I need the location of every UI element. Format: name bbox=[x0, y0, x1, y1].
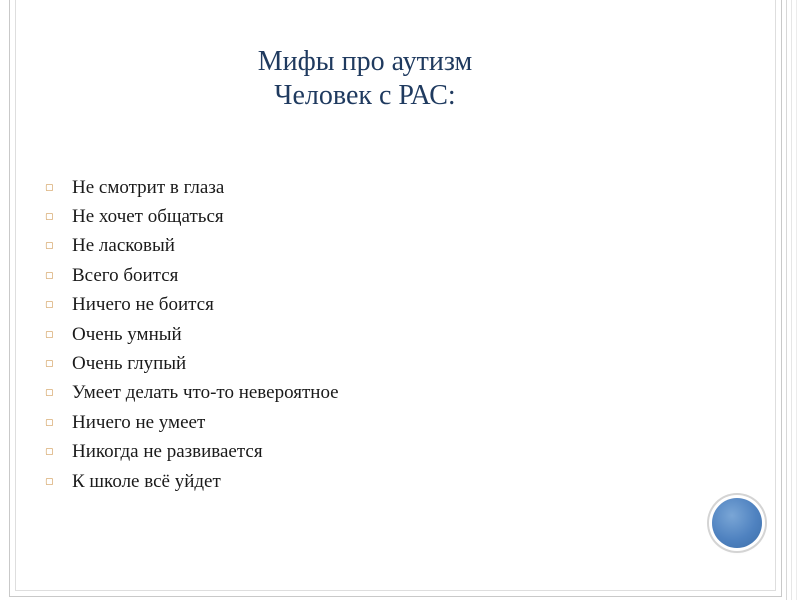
list-item-text: Ничего не умеет bbox=[72, 411, 206, 433]
list-item-text: Никогда не развивается bbox=[72, 441, 263, 463]
list-item-text: Очень глупый bbox=[72, 353, 187, 375]
list-item-text: Не хочет общаться bbox=[72, 206, 224, 228]
bullet-icon: ▢ bbox=[45, 270, 54, 281]
bullet-icon: ▢ bbox=[45, 212, 54, 223]
list-item-text: К школе всё уйдет bbox=[72, 470, 221, 492]
list-item-text: Не ласковый bbox=[72, 235, 175, 257]
list-item-text: Ничего не боится bbox=[72, 294, 214, 316]
list-item-text: Не смотрит в глаза bbox=[72, 176, 225, 198]
slide-title-line-1: Мифы про аутизм bbox=[257, 46, 473, 77]
bullet-icon: ▢ bbox=[45, 182, 54, 193]
list-item bbox=[45, 173, 339, 202]
list-item bbox=[45, 232, 339, 261]
bullet-icon: ▢ bbox=[45, 300, 54, 311]
list-item-text: Очень умный bbox=[72, 323, 182, 345]
bullet-list bbox=[45, 173, 339, 496]
list-item bbox=[45, 379, 339, 408]
list-item bbox=[45, 261, 339, 290]
bullet-icon: ▢ bbox=[45, 241, 54, 252]
bullet-icon: ▢ bbox=[45, 447, 54, 458]
list-item-text: Всего боится bbox=[72, 264, 179, 286]
list-item bbox=[45, 202, 339, 231]
bullet-icon: ▢ bbox=[45, 329, 54, 340]
list-item bbox=[45, 291, 339, 320]
list-item-text: Умеет делать что-то невероятное bbox=[72, 382, 339, 404]
slide-title bbox=[0, 45, 730, 113]
list-item bbox=[45, 320, 339, 349]
slide-title-line-2: Человек с РАС: bbox=[274, 80, 456, 111]
decorative-line bbox=[786, 0, 787, 600]
decorative-line bbox=[791, 0, 792, 600]
list-item bbox=[45, 408, 339, 437]
list-item bbox=[45, 467, 339, 496]
bullet-icon: ▢ bbox=[45, 476, 54, 487]
bullet-icon: ▢ bbox=[45, 359, 54, 370]
decorative-line bbox=[796, 0, 797, 600]
bullet-icon: ▢ bbox=[45, 388, 54, 399]
list-item bbox=[45, 349, 339, 378]
list-item bbox=[45, 438, 339, 467]
bullet-icon: ▢ bbox=[45, 417, 54, 428]
decorative-circle-icon bbox=[712, 498, 762, 548]
